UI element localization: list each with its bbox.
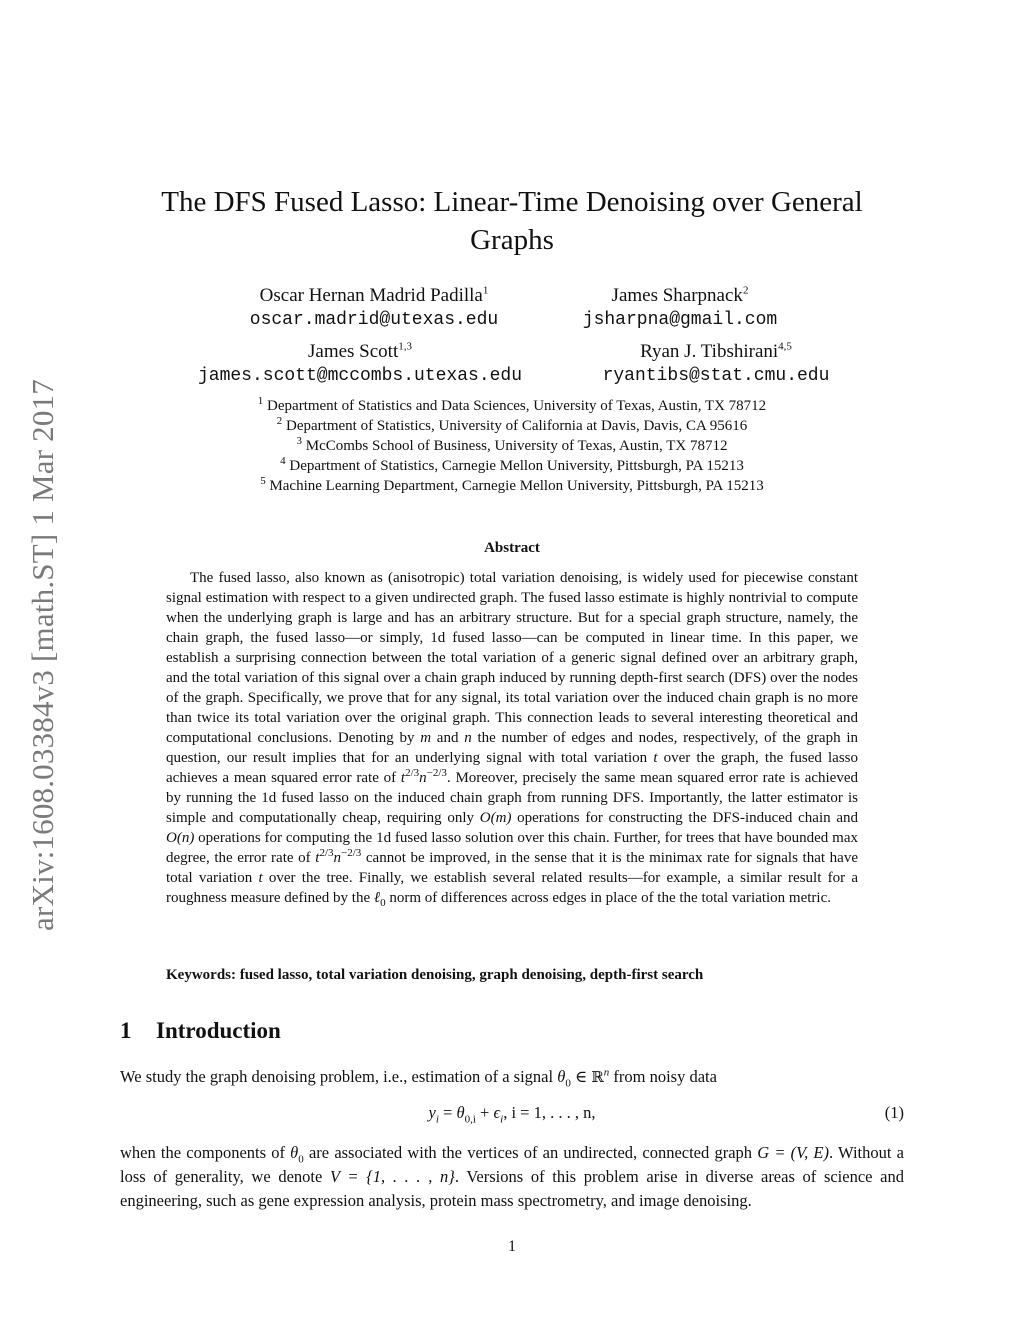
author-name: Oscar Hernan Madrid Padilla bbox=[259, 285, 483, 306]
equation-body: $y_i = \theta_{0,i} + \epsilon_i$, i = 1, . . . , n, bbox=[428, 1103, 596, 1126]
section-title: Introduction bbox=[156, 1018, 281, 1043]
intro-paragraph: when the components of $\theta_0$ are associated with the vertices of an undirected, connected graph G = (V, E). Without a loss of generality, we denote V = {1, . . . , n}. Versions of this problem arise in diverse areas of science and engineering, such as gene expression analysis, protein mass spectrometry, and image denoising. bbox=[120, 1143, 904, 1210]
affiliation-line: $^5$ Machine Learning Department, Carnegie Mellon University, Pittsburgh, PA 15213 bbox=[260, 475, 764, 494]
section-number: 1 bbox=[120, 1018, 132, 1043]
author-affiliation-mark: 1,3 bbox=[398, 340, 412, 353]
author-affiliation-mark: 4,5 bbox=[778, 340, 792, 353]
paper-title: The DFS Fused Lasso: Linear-Time Denoising over General Graphs bbox=[161, 186, 863, 256]
equation-1 bbox=[120, 1103, 904, 1129]
author-block bbox=[580, 340, 852, 388]
author-block bbox=[228, 284, 520, 332]
author-email: james.scott@mccombs.utexas.edu bbox=[197, 366, 523, 386]
affiliation-line: $^2$ Department of Statistics, University of California at Davis, Davis, CA 95616 bbox=[276, 415, 748, 434]
page-number: 1 bbox=[508, 1238, 516, 1255]
author-name: James Scott bbox=[308, 341, 399, 362]
author-email: oscar.madrid@utexas.edu bbox=[249, 310, 499, 330]
arxiv-identifier: arXiv:1608.03384v3 [math.ST] 1 Mar 2017 bbox=[25, 379, 60, 931]
author-block bbox=[170, 340, 550, 388]
affiliations bbox=[150, 396, 874, 496]
author-affiliation-mark: 2 bbox=[742, 284, 749, 297]
author-affiliation-mark: 1 bbox=[482, 284, 489, 297]
abstract-heading: Abstract bbox=[484, 540, 540, 556]
affiliation-line: $^4$ Department of Statistics, Carnegie Mellon University, Pittsburgh, PA 15213 bbox=[280, 455, 744, 474]
affiliation-line: $^1$ Department of Statistics and Data Sciences, University of Texas, Austin, TX 78712 bbox=[257, 395, 767, 414]
author-block bbox=[560, 284, 800, 332]
affiliation-line: $^3$ McCombs School of Business, University of Texas, Austin, TX 78712 bbox=[296, 435, 728, 454]
section-heading bbox=[120, 1018, 281, 1044]
author-name: Ryan J. Tibshirani bbox=[640, 341, 779, 362]
author-name: James Sharpnack bbox=[611, 285, 743, 306]
author-email: ryantibs@stat.cmu.edu bbox=[602, 366, 830, 386]
intro-paragraph: We study the graph denoising problem, i.e., estimation of a signal $\theta_0$ ∈ ℝ$^n$ from noisy data bbox=[120, 1066, 717, 1090]
equation-number: (1) bbox=[884, 1103, 904, 1122]
keywords: Keywords: fused lasso, total variation denoising, graph denoising, depth-first search bbox=[166, 967, 704, 983]
abstract-text: The fused lasso, also known as (anisotropic) total variation denoising, is widely used for piecewise constant signal estimation with respect to a given undirected graph. The fused lasso estimate is highly nontrivial to compute when the underlying graph is large and has an arbitrary structure. But for a special graph structure, namely, the chain graph, the fused lasso—or simply, 1d fused lasso—can be computed in linear time. In this paper, we establish a surprising connection between the total variation of a generic signal defined over an arbitrary graph, and the total variation of this signal over a chain graph induced by running depth-first search (DFS) over the nodes of the graph. Specifically, we prove that for any signal, its total variation over the induced chain graph is no more than twice its total variation over the original graph. This connection leads to several interesting theoretical and computational conclusions. Denoting by m and n the number of edges and nodes, respectively, of the graph in question, our result implies that for an underlying signal with total variation t over the graph, the fused lasso achieves a mean squared error rate of $t^{2/3}n^{-2/3}$. Moreover, precisely the same mean squared error rate is achieved by running the 1d fused lasso on the induced chain graph from running DFS. Importantly, the latter estimator is simple and computationally cheap, requiring only O(m) operations for constructing the DFS-induced chain and O(n) operations for computing the 1d fused lasso solution over this chain. Further, for trees that have bounded max degree, the error rate of $t^{2/3}n^{-2/3}$ cannot be improved, in the sense that it is the minimax rate for signals that have total variation t over the tree. Finally, we establish several related results—for example, a similar result for a roughness measure defined by the ℓ$_0$ norm of differences across edges in place of the the total variation metric. bbox=[166, 570, 858, 909]
author-email: jsharpna@gmail.com bbox=[582, 310, 778, 330]
